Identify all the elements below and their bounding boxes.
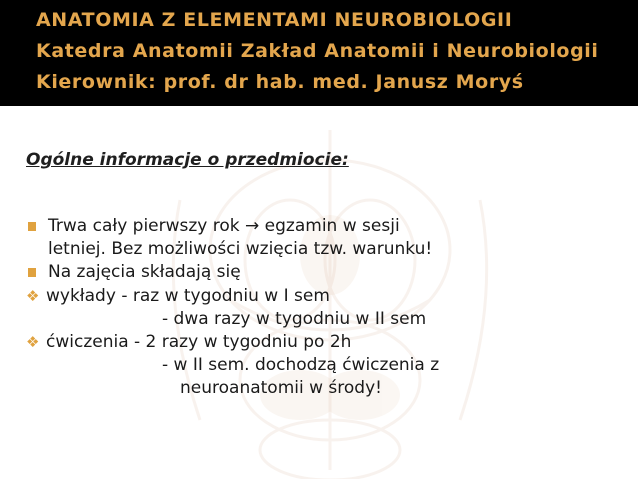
body-line-5: - dwa razy w tygodniu w II sem (162, 309, 427, 329)
head-of-department-line: Kierownik: prof. dr hab. med. Janusz Moryś (36, 71, 524, 93)
body-line-8: neuroanatomii w środy! (180, 378, 382, 398)
body-line-6: ćwiczenia - 2 razy w tygodniu po 2h (46, 332, 352, 352)
diamond-bullet-icon: ❖ (26, 287, 40, 305)
body-line-7: - w II sem. dochodzą ćwiczenia z (162, 355, 440, 375)
body-line-4: wykłady - raz w tygodniu w I sem (46, 286, 330, 306)
title-bar (0, 0, 638, 106)
slide-title: ANATOMIA Z ELEMENTAMI NEUROBIOLOGII (36, 9, 513, 31)
square-bullet-icon (28, 222, 36, 231)
department-line: Katedra Anatomii Zakład Anatomii i Neurobiologii (36, 40, 599, 62)
square-bullet-icon (28, 268, 36, 277)
body-line-2: letniej. Bez możliwości wzięcia tzw. warunku! (48, 239, 433, 259)
section-heading: Ogólne informacje o przedmiocie: (26, 150, 349, 170)
body-line-3: Na zajęcia składają się (48, 262, 241, 282)
diamond-bullet-icon: ❖ (26, 333, 40, 351)
body-line-1: Trwa cały pierwszy rok → egzamin w sesji (48, 216, 400, 236)
